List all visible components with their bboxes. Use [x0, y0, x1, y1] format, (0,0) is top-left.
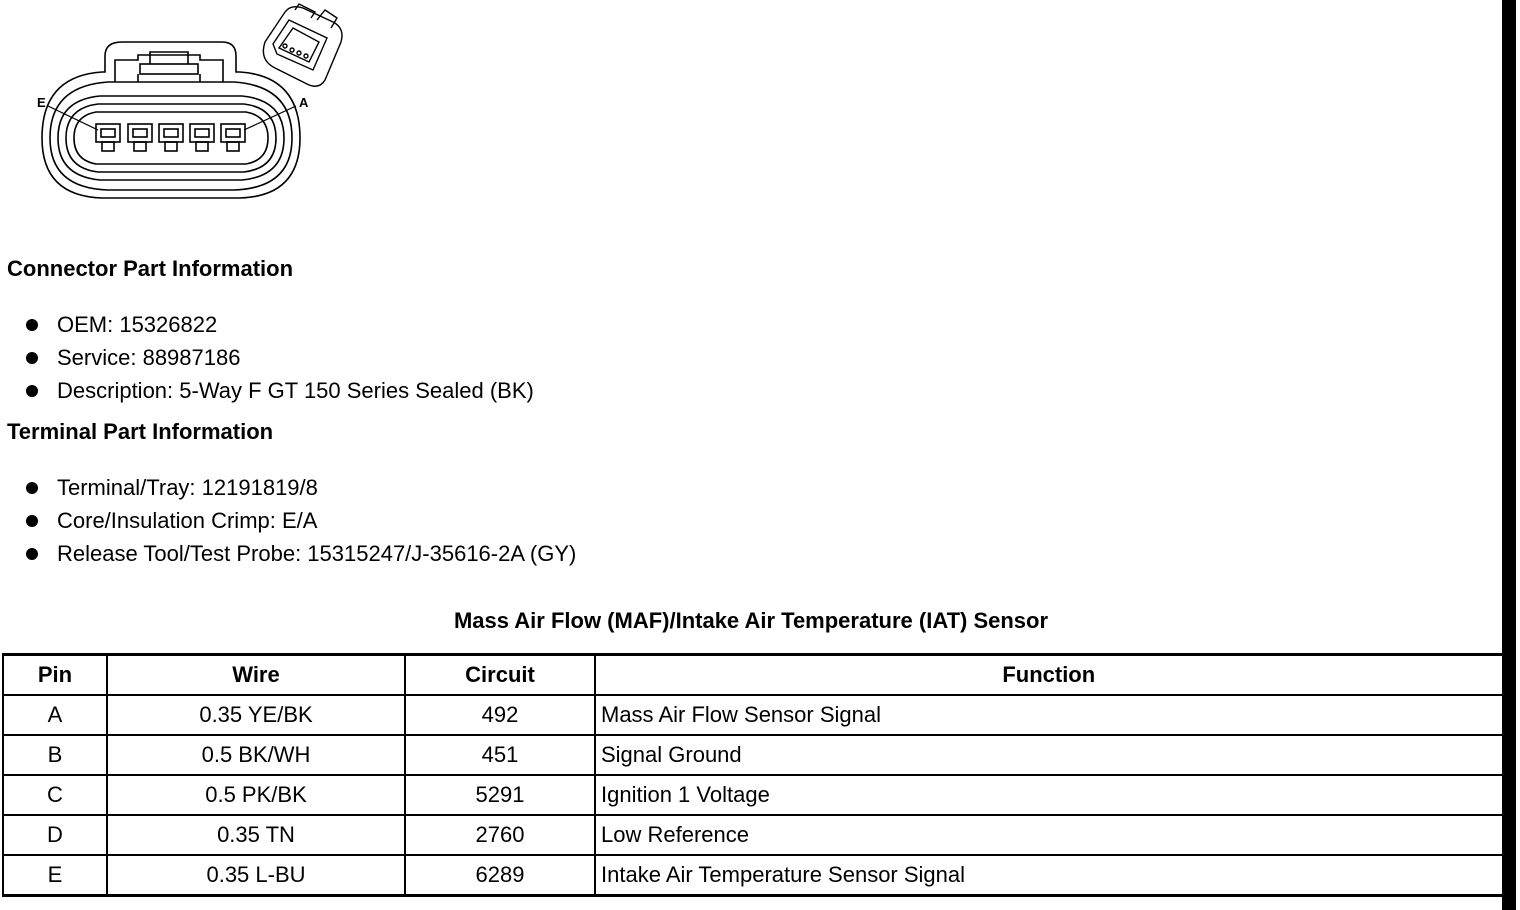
bullet-icon: [26, 385, 38, 397]
list-item-text: Core/Insulation Crimp: E/A: [57, 508, 318, 533]
table-row: [3, 735, 1503, 775]
cell-circuit: 6289: [405, 855, 595, 896]
bullet-icon: [26, 482, 38, 494]
header-wire: Wire: [107, 655, 405, 696]
cell-circuit: 2760: [405, 815, 595, 855]
terminal-info-list: [26, 471, 576, 570]
cell-circuit: 492: [405, 695, 595, 735]
bullet-icon: [26, 515, 38, 527]
cell-function: Signal Ground: [595, 735, 1503, 775]
list-item: [26, 537, 576, 570]
cell-wire: 0.5 PK/BK: [107, 775, 405, 815]
pin-label-a: A: [299, 95, 309, 110]
cell-circuit: 451: [405, 735, 595, 775]
bullet-icon: [26, 548, 38, 560]
list-item: [26, 504, 576, 537]
cell-function: Low Reference: [595, 815, 1503, 855]
table-row: [3, 855, 1503, 896]
cell-circuit: 5291: [405, 775, 595, 815]
table-row: [3, 815, 1503, 855]
cell-pin: A: [3, 695, 107, 735]
table-header-row: [3, 655, 1503, 696]
cell-wire: 0.35 TN: [107, 815, 405, 855]
list-item-text: Description: 5-Way F GT 150 Series Sealed (BK): [57, 378, 534, 403]
bullet-icon: [26, 319, 38, 331]
cell-pin: C: [3, 775, 107, 815]
list-item-text: Service: 88987186: [57, 345, 241, 370]
list-item-text: Release Tool/Test Probe: 15315247/J-35616-2A (GY): [57, 541, 577, 566]
cell-pin: D: [3, 815, 107, 855]
cell-wire: 0.5 BK/WH: [107, 735, 405, 775]
cell-function: Intake Air Temperature Sensor Signal: [595, 855, 1503, 896]
list-item: [26, 341, 534, 374]
terminal-info-heading: Terminal Part Information: [7, 419, 274, 444]
header-circuit: Circuit: [405, 655, 595, 696]
pinout-table: [2, 653, 1505, 897]
connector-info-heading: Connector Part Information: [7, 256, 294, 281]
list-item-text: Terminal/Tray: 12191819/8: [57, 475, 318, 500]
header-pin: Pin: [3, 655, 107, 696]
header-function: Function: [595, 655, 1503, 696]
pin-label-e: E: [37, 95, 46, 110]
table-row: [3, 695, 1503, 735]
cell-pin: B: [3, 735, 107, 775]
cell-function: Ignition 1 Voltage: [595, 775, 1503, 815]
cell-function: Mass Air Flow Sensor Signal: [595, 695, 1503, 735]
cell-pin: E: [3, 855, 107, 896]
connector-info-list: [26, 308, 534, 407]
cell-wire: 0.35 YE/BK: [107, 695, 405, 735]
bullet-icon: [26, 352, 38, 364]
list-item: [26, 308, 534, 341]
list-item-text: OEM: 15326822: [57, 312, 218, 337]
list-item: [26, 374, 534, 407]
table-row: [3, 775, 1503, 815]
list-item: [26, 471, 576, 504]
cell-wire: 0.35 L-BU: [107, 855, 405, 896]
table-title: Mass Air Flow (MAF)/Intake Air Temperature (IAT) Sensor: [453, 608, 1049, 633]
